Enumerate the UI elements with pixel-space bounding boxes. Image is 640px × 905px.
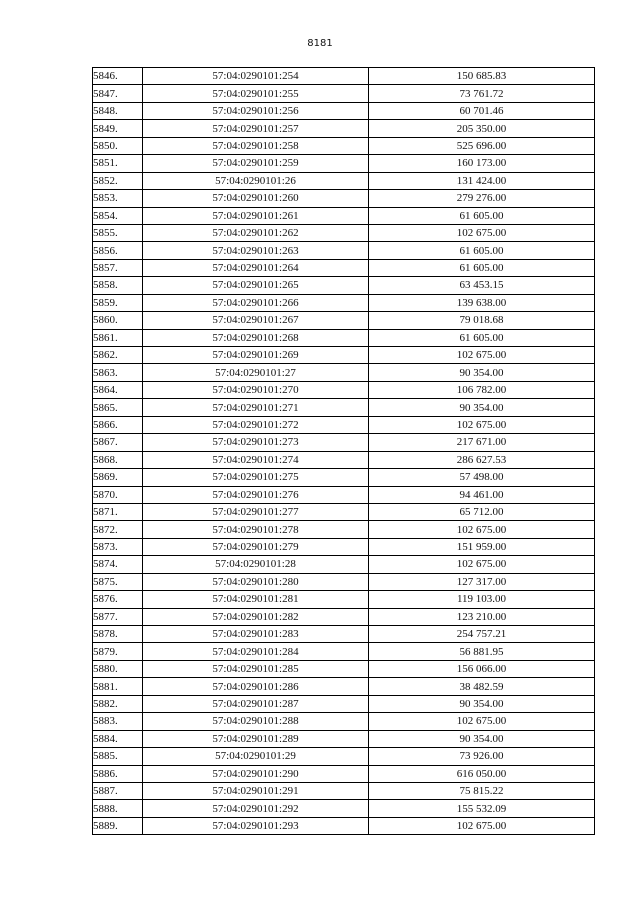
cadastral-number-cell: 57:04:0290101:270: [143, 381, 369, 398]
cadastral-number-cell: 57:04:0290101:292: [143, 800, 369, 817]
row-number-cell: 5887.: [93, 782, 143, 799]
row-number-cell: 5877.: [93, 608, 143, 625]
row-number-cell: 5863.: [93, 364, 143, 381]
value-cell: 139 638.00: [369, 294, 595, 311]
table-row: [93, 102, 595, 119]
value-cell: 61 605.00: [369, 259, 595, 276]
row-number-cell: 5851.: [93, 155, 143, 172]
row-number-cell: 5870.: [93, 486, 143, 503]
table-row: [93, 68, 595, 85]
table-row: [93, 660, 595, 677]
value-cell: 73 761.72: [369, 85, 595, 102]
table-row: [93, 137, 595, 154]
row-number-cell: 5881.: [93, 678, 143, 695]
table-row: [93, 207, 595, 224]
cadastral-number-cell: 57:04:0290101:256: [143, 102, 369, 119]
table-row: [93, 381, 595, 398]
table-body: [93, 68, 595, 835]
cadastral-number-cell: 57:04:0290101:29: [143, 748, 369, 765]
table-row: [93, 695, 595, 712]
value-cell: 156 066.00: [369, 660, 595, 677]
table-row: [93, 434, 595, 451]
table-row: [93, 294, 595, 311]
row-number-cell: 5879.: [93, 643, 143, 660]
table-row: [93, 486, 595, 503]
row-number-cell: 5884.: [93, 730, 143, 747]
cadastral-number-cell: 57:04:0290101:282: [143, 608, 369, 625]
table-row: [93, 643, 595, 660]
cadastral-number-cell: 57:04:0290101:293: [143, 817, 369, 834]
row-number-cell: 5888.: [93, 800, 143, 817]
value-cell: 279 276.00: [369, 190, 595, 207]
cadastral-number-cell: 57:04:0290101:287: [143, 695, 369, 712]
value-cell: 160 173.00: [369, 155, 595, 172]
row-number-cell: 5859.: [93, 294, 143, 311]
cadastral-number-cell: 57:04:0290101:288: [143, 713, 369, 730]
cadastral-number-cell: 57:04:0290101:289: [143, 730, 369, 747]
table-row: [93, 626, 595, 643]
table-row: [93, 503, 595, 520]
table-row: [93, 748, 595, 765]
cadastral-number-cell: 57:04:0290101:272: [143, 416, 369, 433]
cadastral-number-cell: 57:04:0290101:265: [143, 277, 369, 294]
row-number-cell: 5852.: [93, 172, 143, 189]
value-cell: 61 605.00: [369, 207, 595, 224]
value-cell: 119 103.00: [369, 591, 595, 608]
value-cell: 616 050.00: [369, 765, 595, 782]
cadastral-number-cell: 57:04:0290101:278: [143, 521, 369, 538]
cadastral-number-cell: 57:04:0290101:281: [143, 591, 369, 608]
table-row: [93, 329, 595, 346]
table-row: [93, 556, 595, 573]
row-number-cell: 5869.: [93, 469, 143, 486]
row-number-cell: 5885.: [93, 748, 143, 765]
value-cell: 205 350.00: [369, 120, 595, 137]
table-row: [93, 416, 595, 433]
cadastral-value-table: [92, 67, 595, 835]
cadastral-number-cell: 57:04:0290101:28: [143, 556, 369, 573]
table-row: [93, 120, 595, 137]
value-cell: 90 354.00: [369, 364, 595, 381]
row-number-cell: 5861.: [93, 329, 143, 346]
row-number-cell: 5872.: [93, 521, 143, 538]
table-row: [93, 678, 595, 695]
cadastral-number-cell: 57:04:0290101:276: [143, 486, 369, 503]
table-row: [93, 190, 595, 207]
value-cell: 90 354.00: [369, 399, 595, 416]
cadastral-number-cell: 57:04:0290101:263: [143, 242, 369, 259]
cadastral-number-cell: 57:04:0290101:254: [143, 68, 369, 85]
table-row: [93, 713, 595, 730]
row-number-cell: 5886.: [93, 765, 143, 782]
cadastral-number-cell: 57:04:0290101:271: [143, 399, 369, 416]
table-row: [93, 277, 595, 294]
row-number-cell: 5850.: [93, 137, 143, 154]
value-cell: 525 696.00: [369, 137, 595, 154]
row-number-cell: 5849.: [93, 120, 143, 137]
row-number-cell: 5876.: [93, 591, 143, 608]
table-row: [93, 347, 595, 364]
table-row: [93, 469, 595, 486]
value-cell: 102 675.00: [369, 347, 595, 364]
value-cell: 131 424.00: [369, 172, 595, 189]
table-row: [93, 730, 595, 747]
table-row: [93, 259, 595, 276]
cadastral-number-cell: 57:04:0290101:260: [143, 190, 369, 207]
row-number-cell: 5860.: [93, 312, 143, 329]
row-number-cell: 5878.: [93, 626, 143, 643]
value-cell: 106 782.00: [369, 381, 595, 398]
row-number-cell: 5868.: [93, 451, 143, 468]
row-number-cell: 5865.: [93, 399, 143, 416]
row-number-cell: 5847.: [93, 85, 143, 102]
table-row: [93, 782, 595, 799]
cadastral-number-cell: 57:04:0290101:264: [143, 259, 369, 276]
cadastral-number-cell: 57:04:0290101:279: [143, 538, 369, 555]
row-number-cell: 5882.: [93, 695, 143, 712]
row-number-cell: 5855.: [93, 224, 143, 241]
value-cell: 102 675.00: [369, 224, 595, 241]
cadastral-number-cell: 57:04:0290101:266: [143, 294, 369, 311]
cadastral-number-cell: 57:04:0290101:284: [143, 643, 369, 660]
row-number-cell: 5856.: [93, 242, 143, 259]
value-cell: 94 461.00: [369, 486, 595, 503]
cadastral-number-cell: 57:04:0290101:255: [143, 85, 369, 102]
value-cell: 102 675.00: [369, 817, 595, 834]
value-cell: 79 018.68: [369, 312, 595, 329]
value-cell: 127 317.00: [369, 573, 595, 590]
row-number-cell: 5866.: [93, 416, 143, 433]
value-cell: 60 701.46: [369, 102, 595, 119]
value-cell: 65 712.00: [369, 503, 595, 520]
value-cell: 155 532.09: [369, 800, 595, 817]
table-row: [93, 591, 595, 608]
row-number-cell: 5883.: [93, 713, 143, 730]
cadastral-number-cell: 57:04:0290101:261: [143, 207, 369, 224]
value-cell: 102 675.00: [369, 521, 595, 538]
cadastral-number-cell: 57:04:0290101:26: [143, 172, 369, 189]
cadastral-number-cell: 57:04:0290101:275: [143, 469, 369, 486]
value-cell: 254 757.21: [369, 626, 595, 643]
table-row: [93, 172, 595, 189]
cadastral-number-cell: 57:04:0290101:274: [143, 451, 369, 468]
value-cell: 73 926.00: [369, 748, 595, 765]
cadastral-number-cell: 57:04:0290101:262: [143, 224, 369, 241]
cadastral-number-cell: 57:04:0290101:27: [143, 364, 369, 381]
table-row: [93, 800, 595, 817]
page-number: 8181: [307, 38, 333, 49]
value-cell: 38 482.59: [369, 678, 595, 695]
row-number-cell: 5857.: [93, 259, 143, 276]
table-row: [93, 451, 595, 468]
value-cell: 123 210.00: [369, 608, 595, 625]
table-row: [93, 765, 595, 782]
row-number-cell: 5853.: [93, 190, 143, 207]
row-number-cell: 5862.: [93, 347, 143, 364]
cadastral-number-cell: 57:04:0290101:283: [143, 626, 369, 643]
value-cell: 90 354.00: [369, 730, 595, 747]
row-number-cell: 5871.: [93, 503, 143, 520]
cadastral-number-cell: 57:04:0290101:269: [143, 347, 369, 364]
row-number-cell: 5875.: [93, 573, 143, 590]
cadastral-number-cell: 57:04:0290101:258: [143, 137, 369, 154]
value-cell: 150 685.83: [369, 68, 595, 85]
value-cell: 61 605.00: [369, 242, 595, 259]
table-row: [93, 608, 595, 625]
row-number-cell: 5880.: [93, 660, 143, 677]
table-row: [93, 155, 595, 172]
value-cell: 217 671.00: [369, 434, 595, 451]
cadastral-number-cell: 57:04:0290101:291: [143, 782, 369, 799]
cadastral-number-cell: 57:04:0290101:273: [143, 434, 369, 451]
row-number-cell: 5854.: [93, 207, 143, 224]
table-row: [93, 538, 595, 555]
value-cell: 90 354.00: [369, 695, 595, 712]
cadastral-number-cell: 57:04:0290101:290: [143, 765, 369, 782]
table-row: [93, 312, 595, 329]
value-cell: 57 498.00: [369, 469, 595, 486]
cadastral-number-cell: 57:04:0290101:257: [143, 120, 369, 137]
table-row: [93, 364, 595, 381]
table-row: [93, 242, 595, 259]
table-row: [93, 573, 595, 590]
table-row: [93, 85, 595, 102]
value-cell: 102 675.00: [369, 713, 595, 730]
row-number-cell: 5858.: [93, 277, 143, 294]
cadastral-number-cell: 57:04:0290101:280: [143, 573, 369, 590]
cadastral-number-cell: 57:04:0290101:267: [143, 312, 369, 329]
row-number-cell: 5846.: [93, 68, 143, 85]
cadastral-number-cell: 57:04:0290101:277: [143, 503, 369, 520]
value-cell: 56 881.95: [369, 643, 595, 660]
row-number-cell: 5848.: [93, 102, 143, 119]
cadastral-number-cell: 57:04:0290101:259: [143, 155, 369, 172]
row-number-cell: 5874.: [93, 556, 143, 573]
cadastral-number-cell: 57:04:0290101:285: [143, 660, 369, 677]
row-number-cell: 5873.: [93, 538, 143, 555]
cadastral-number-cell: 57:04:0290101:268: [143, 329, 369, 346]
value-cell: 151 959.00: [369, 538, 595, 555]
row-number-cell: 5867.: [93, 434, 143, 451]
table-row: [93, 817, 595, 834]
value-cell: 61 605.00: [369, 329, 595, 346]
table-row: [93, 224, 595, 241]
value-cell: 286 627.53: [369, 451, 595, 468]
cadastral-number-cell: 57:04:0290101:286: [143, 678, 369, 695]
table-row: [93, 399, 595, 416]
value-cell: 102 675.00: [369, 556, 595, 573]
row-number-cell: 5889.: [93, 817, 143, 834]
value-cell: 63 453.15: [369, 277, 595, 294]
value-cell: 75 815.22: [369, 782, 595, 799]
table-row: [93, 521, 595, 538]
value-cell: 102 675.00: [369, 416, 595, 433]
row-number-cell: 5864.: [93, 381, 143, 398]
